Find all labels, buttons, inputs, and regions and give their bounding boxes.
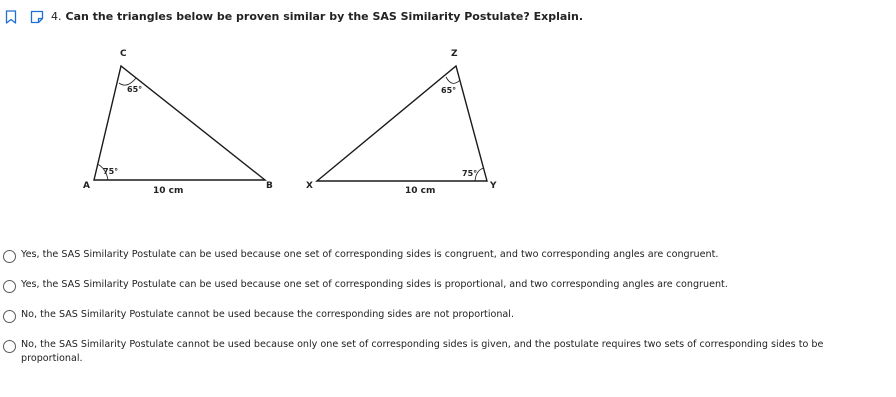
radio-button[interactable] <box>3 250 16 263</box>
question-number: 4. <box>51 10 62 23</box>
angle-label-y: 75° <box>462 169 478 178</box>
question-text: Can the triangles below be proven similar by the SAS Similarity Postulate? Explain. <box>65 10 584 23</box>
angle-label-a: 75° <box>103 167 119 176</box>
answer-choice[interactable] <box>0 278 880 293</box>
vertex-label-b: B <box>266 181 273 191</box>
radio-button[interactable] <box>3 280 16 293</box>
choice-text: No, the SAS Similarity Postulate cannot be used because only one set of corresponding sides is given, and the postulate requires two sets of corresponding sides to be proportional. <box>21 339 824 364</box>
choice-text: Yes, the SAS Similarity Postulate can be used because one set of corresponding sides is proportional, and two corresponding angles are congruent. <box>21 279 728 290</box>
choice-text: No, the SAS Similarity Postulate cannot be used because the corresponding sides are not proportional. <box>21 309 515 320</box>
vertex-label-z: Z <box>451 49 458 59</box>
side-label-xy: 10 cm <box>405 186 436 196</box>
vertex-label-a: A <box>83 181 90 191</box>
radio-button[interactable] <box>3 340 16 353</box>
angle-arc-z <box>446 77 460 83</box>
vertex-label-x: X <box>306 181 313 191</box>
side-label-ab: 10 cm <box>153 186 184 196</box>
angle-label-c: 65° <box>127 85 143 94</box>
radio-button[interactable] <box>3 310 16 323</box>
answer-choice[interactable] <box>0 248 880 263</box>
answer-choice[interactable] <box>0 308 880 323</box>
vertex-label-c: C <box>120 49 127 59</box>
choice-text: Yes, the SAS Similarity Postulate can be used because one set of corresponding sides is congruent, and two corresponding angles are congruent. <box>21 249 719 260</box>
vertex-label-y: Y <box>490 181 497 191</box>
angle-label-z: 65° <box>441 86 457 95</box>
answer-choice[interactable] <box>0 338 880 366</box>
triangle-xyz <box>317 66 487 181</box>
answer-choices <box>0 248 880 366</box>
